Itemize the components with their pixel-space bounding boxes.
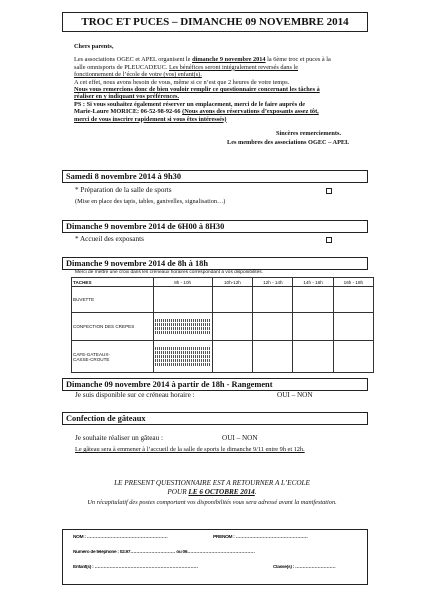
task-room-setup-note: (Mise en place des tapis, tables, ganivelles, signalisation…) bbox=[75, 198, 226, 205]
slot-buvette-16-18[interactable] bbox=[333, 287, 373, 313]
firstname-field[interactable]: PRENOM : ………………………………………… bbox=[213, 535, 308, 540]
children-field[interactable]: Enfant(s) : …………………………………………………………… bbox=[73, 565, 198, 570]
col-header-tasks: TACHES bbox=[72, 278, 154, 287]
salutation: Chers parents, bbox=[74, 43, 114, 50]
slot-cafe-16-18[interactable] bbox=[333, 341, 373, 373]
slot-buvette-10-12[interactable] bbox=[212, 287, 253, 313]
hatched-cell bbox=[155, 319, 211, 322]
row-label-buvette: BUVETTE bbox=[72, 287, 154, 313]
col-header-8-10: 8h - 10h bbox=[153, 278, 212, 287]
section-cakes-header bbox=[62, 412, 368, 425]
letter bbox=[74, 43, 331, 123]
task-room-setup: * Préparation de la salle de sports bbox=[75, 186, 172, 194]
slot-cafe-12-14[interactable] bbox=[253, 341, 293, 373]
section-cleanup-header bbox=[62, 378, 368, 391]
col-header-16-18: 16h - 18h bbox=[333, 278, 373, 287]
hatched-cell bbox=[155, 351, 211, 354]
class-field[interactable]: Classe(s) : ……………………… bbox=[273, 565, 336, 570]
table-row bbox=[72, 313, 374, 341]
table-row bbox=[72, 341, 374, 373]
title-text: TROC ET PUCES – DIMANCHE 09 NOVEMBRE 2014 bbox=[81, 16, 349, 28]
slot-crepes-12-14[interactable] bbox=[253, 313, 293, 341]
name-field[interactable]: NOM : ……………………………………………… bbox=[73, 535, 168, 540]
section-cleanup-title: Dimanche 09 novembre 2014 à partir de 18h - Rangement bbox=[66, 380, 273, 389]
checkbox-exhibitor-welcome[interactable] bbox=[326, 237, 332, 243]
letter-line-4: A cet effet, nous avons besoin de vous, même si ce n’est que 2 heures de votre temps. bbox=[74, 78, 290, 86]
page-title bbox=[62, 12, 368, 32]
letter-line-1: Les associations OGEC et APEL organisent le dimanche 9 novembre 2014 la 6ème troc et puces à la bbox=[74, 56, 331, 64]
slot-buvette-12-14[interactable] bbox=[253, 287, 293, 313]
col-header-12-14: 12h - 14h bbox=[253, 278, 293, 287]
row-label-cafe: CAFE-GATEAUX- CASSE-CROUTE bbox=[72, 341, 154, 373]
letter-line-6: réaliser en y indiquant vos préférences. bbox=[74, 93, 180, 101]
cakes-answer[interactable]: OUI – NON bbox=[222, 434, 258, 442]
table-row bbox=[72, 287, 374, 313]
slot-cafe-14-16[interactable] bbox=[293, 341, 333, 373]
return-notice bbox=[0, 479, 424, 497]
thanks: Sincères remerciements. bbox=[276, 130, 342, 137]
section-sunday-day-title: Dimanche 9 novembre 2014 de 8h à 18h bbox=[66, 259, 208, 268]
slot-buvette-14-16[interactable] bbox=[293, 287, 333, 313]
return-notice-line-2: POUR LE 6 OCTOBRE 2014. bbox=[167, 488, 257, 496]
hatched-cell bbox=[155, 355, 211, 358]
hatched-cell bbox=[155, 323, 211, 326]
slot-crepes-16-18[interactable] bbox=[333, 313, 373, 341]
letter-line-5: Nous vous remercions donc de bien vouloir remplir ce questionnaire concernant les tâches à bbox=[74, 86, 320, 94]
section-sunday-day-header bbox=[62, 257, 368, 270]
section-sunday-morning-header bbox=[62, 220, 368, 233]
letter-line-2: salle omnisports de PLEUCADEUC. Les bénéfices seront intégralement reversés dans le bbox=[74, 63, 299, 71]
slot-cafe-10-12[interactable] bbox=[212, 341, 253, 373]
letter-line-9: merci de vous inscrire rapidement si vous êtes intéressés) bbox=[74, 115, 227, 123]
slot-crepes-10-12[interactable] bbox=[212, 313, 253, 341]
slot-cafe-8-10[interactable] bbox=[153, 341, 212, 373]
section-saturday-header bbox=[62, 170, 368, 183]
section-cakes-title: Confection de gâteaux bbox=[66, 414, 146, 423]
checkbox-room-setup[interactable] bbox=[326, 188, 332, 194]
letter-line-7: PS : Si vous souhaitez également réserver un emplacement, merci de le faire auprès de bbox=[74, 100, 306, 108]
cleanup-question: Je suis disponible sur ce créneau horaire : bbox=[75, 391, 195, 399]
contact-form bbox=[62, 529, 368, 585]
slot-buvette-8-10[interactable] bbox=[153, 287, 212, 313]
letter-line-8: Marie-Laure MORICE: 06-52-98-92-66 (Nous avons des réservations d’exposants assez tôt, bbox=[74, 108, 319, 116]
cakes-note: Le gâteau sera à emmener à l’accueil de la salle de sports le dimanche 9/11 entre 9h et 12h. bbox=[75, 446, 305, 453]
section-sunday-morning-title: Dimanche 9 novembre 2014 de 6H00 à 8H30 bbox=[66, 222, 225, 231]
return-deadline: LE 6 OCTOBRE 2014 bbox=[188, 488, 255, 496]
slot-crepes-8-10[interactable] bbox=[153, 313, 212, 341]
task-exhibitor-welcome: * Accueil des exposants bbox=[75, 235, 144, 243]
phone-field[interactable]: Numéro de téléphone : 02.97………………………… ou 06……………………………………… bbox=[73, 550, 255, 555]
col-header-10-12: 10h-12h bbox=[212, 278, 253, 287]
cleanup-answer[interactable]: OUI – NON bbox=[277, 391, 313, 399]
event-date: dimanche 9 novembre 2014 bbox=[192, 56, 266, 64]
hatched-cell bbox=[155, 327, 211, 330]
cakes-question: Je souhaite réaliser un gâteau : bbox=[75, 434, 164, 442]
recap-note: Un récapitulatif des postes comportant vos disponibilités vous sera adressé avant la manifestation. bbox=[87, 499, 337, 506]
timeslot-table bbox=[71, 277, 374, 373]
section-saturday-title: Samedi 8 novembre 2014 à 9h30 bbox=[66, 172, 182, 181]
slot-crepes-14-16[interactable] bbox=[293, 313, 333, 341]
hatched-cell bbox=[155, 331, 211, 334]
hatched-cell bbox=[155, 347, 211, 350]
hatched-cell bbox=[155, 359, 211, 362]
row-label-crepes: CONFECTION DES CREPES bbox=[72, 313, 154, 341]
timeslot-instruction: Merci de mettre une croix dans les créneaux horaires correspondant à vos disponibilités. bbox=[75, 270, 263, 275]
return-notice-line-1: LE PRESENT QUESTIONNAIRE EST A RETOURNER A L’ECOLE bbox=[114, 479, 310, 487]
signature: Les membres des associations OGEC – APEL bbox=[227, 139, 350, 146]
hatched-cell bbox=[155, 363, 211, 366]
table-header-row bbox=[72, 278, 374, 287]
col-header-14-16: 14h - 16h bbox=[293, 278, 333, 287]
letter-line-3: fonctionnement de l’école de votre (vos) enfant(s). bbox=[74, 71, 202, 79]
